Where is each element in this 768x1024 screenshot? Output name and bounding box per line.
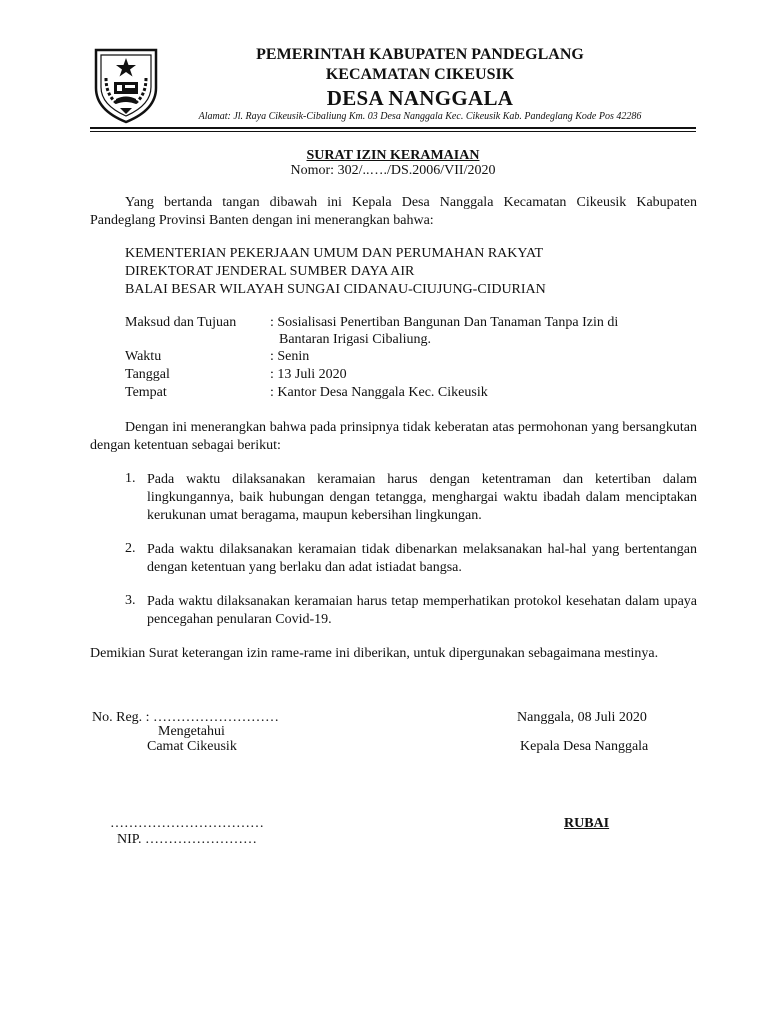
condition-text: Pada waktu dilaksanakan keramaian harus dengan ketentraman dan ketertiban dalam lingkungannya, baik hubungan dengan tetangga, menghargai waktu ibadah dalam menciptakan kerukunan umat beragama, maupun kebersihan lingkungan. (147, 472, 697, 523)
registration-number: No. Reg. : ……………………… (92, 710, 280, 725)
closing-paragraph: Demikian Surat keterangan izin rame-rame ini diberikan, untuk dipergunakan sebagaimana mestinya. (90, 646, 659, 661)
village-head-name: RUBAI (564, 816, 610, 831)
condition-number: 3. (125, 593, 136, 608)
statement-paragraph: Dengan ini menerangkan bahwa pada prinsipnya tidak keberatan atas permohonan yang bersangkutan dengan ketentuan sebagai berikut: (90, 420, 697, 453)
detail-value-date: : 13 Juli 2020 (270, 367, 347, 382)
detail-label-time: Waktu (125, 349, 162, 364)
camat-signature-dots: …………………………… (110, 816, 264, 831)
place-date: Nanggala, 08 Juli 2020 (517, 710, 647, 725)
government-title: PEMERINTAH KABUPATEN PANDEGLANG (256, 46, 584, 63)
village-title: DESA NANGGALA (326, 86, 514, 110)
detail-value-purpose: : Sosialisasi Penertiban Bangunan Dan Tanaman Tanpa Izin di (270, 315, 619, 330)
detail-value-time: : Senin (270, 349, 310, 364)
letter-number: Nomor: 302/..…./DS.2006/VII/2020 (290, 163, 496, 178)
header-rule-thin (90, 131, 696, 132)
header-rule-thick (90, 127, 696, 129)
organization-line: BALAI BESAR WILAYAH SUNGAI CIDANAU-CIUJUNG-CIDURIAN (125, 282, 546, 297)
detail-label-place: Tempat (125, 385, 167, 400)
camat-nip: NIP. …………………… (117, 832, 258, 847)
acknowledged-label: Mengetahui (158, 724, 225, 739)
letter-title: SURAT IZIN KERAMAIAN (306, 148, 480, 163)
district-title: KECAMATAN CIKEUSIK (325, 66, 515, 83)
organization-line: KEMENTERIAN PEKERJAAN UMUM DAN PERUMAHAN RAKYAT (125, 246, 544, 261)
camat-title: Camat Cikeusik (147, 739, 237, 754)
village-head-title: Kepala Desa Nanggala (520, 739, 649, 754)
condition-number: 1. (125, 471, 136, 486)
condition-number: 2. (125, 541, 136, 556)
organization-line: DIREKTORAT JENDERAL SUMBER DAYA AIR (125, 264, 415, 279)
condition-text: Pada waktu dilaksanakan keramaian tidak dibenarkan melaksanakan hal-hal yang bertentangan dengan ketentuan yang berlaku dan adat istiadat bangsa. (147, 542, 697, 575)
detail-label-date: Tanggal (125, 367, 170, 382)
detail-value-place: : Kantor Desa Nanggala Kec. Cikeusik (270, 385, 488, 400)
detail-label-purpose: Maksud dan Tujuan (125, 315, 237, 330)
condition-text: Pada waktu dilaksanakan keramaian harus tetap memperhatikan protokol kesehatan dalam upaya pencegahan penularan Covid-19. (147, 594, 697, 627)
address-line: Alamat: Jl. Raya Cikeusik-Cibaliung Km. 03 Desa Nanggala Kec. Cikeusik Kab. Pandeglang Kode Pos 42286 (198, 111, 642, 122)
regency-crest-icon (92, 44, 160, 124)
detail-value-purpose-cont: Bantaran Irigasi Cibaliung. (279, 332, 432, 347)
opening-paragraph: Yang bertanda tangan dibawah ini Kepala Desa Nanggala Kecamatan Cikeusik Kabupaten Pandeglang Provinsi Banten dengan ini menerangkan bahwa: (90, 195, 697, 228)
